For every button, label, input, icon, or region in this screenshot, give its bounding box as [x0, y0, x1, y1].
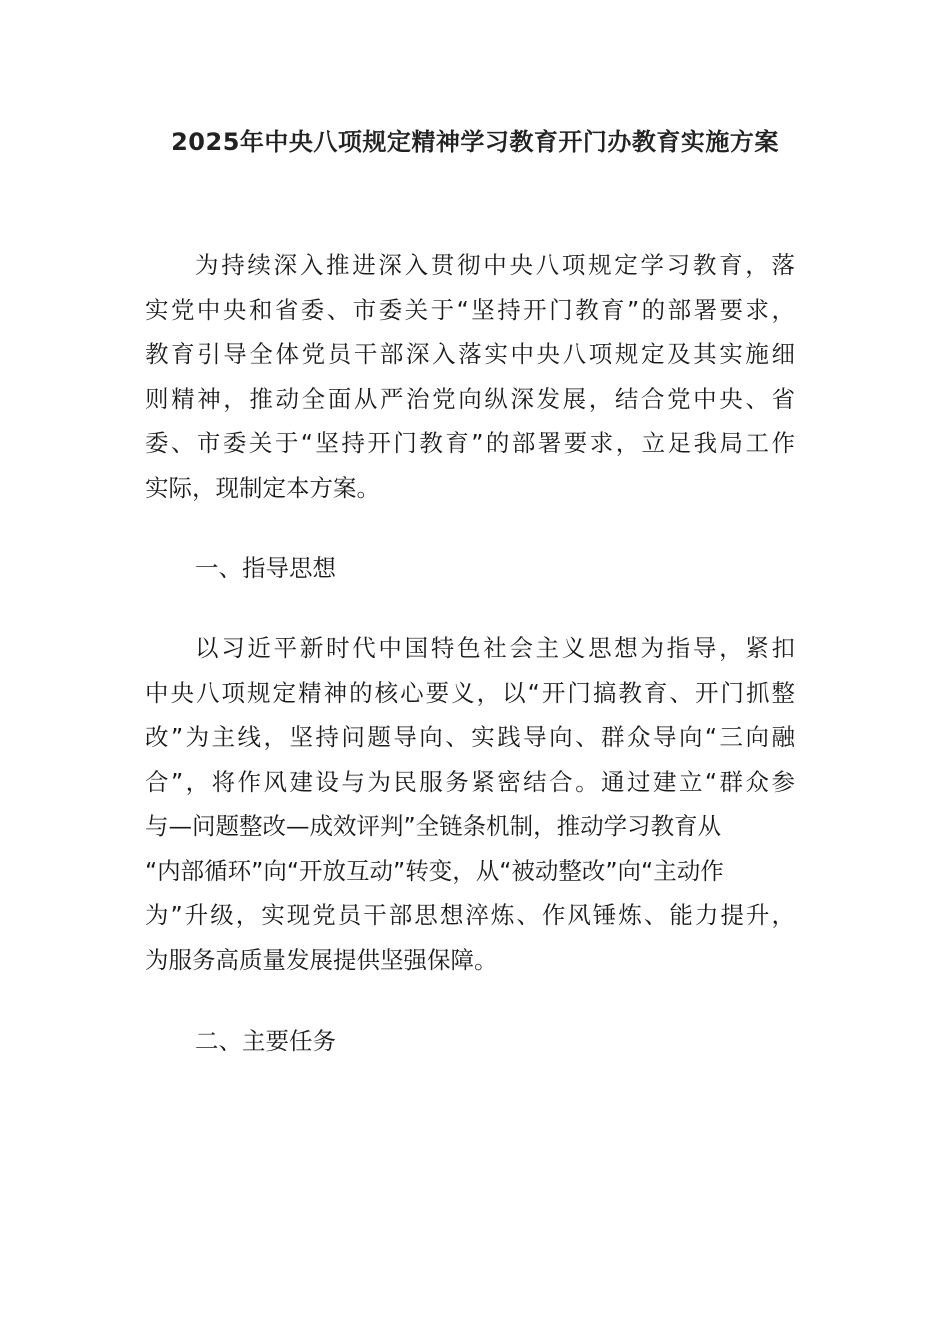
paragraph-line: 为服务高质量发展提供坚强保障。 — [145, 945, 498, 974]
paragraph-line: 合”，将作风建设与为民服务紧密结合。通过建立“群众参 — [145, 767, 795, 796]
document-title: 2025年中央八项规定精神学习教育开门办教育实施方案 — [171, 128, 779, 156]
paragraph-line: 改”为主线，坚持问题导向、实践导向、群众导向“三向融 — [145, 723, 795, 751]
paragraph-line: 为持续深入推进深入贯彻中央八项规定学习教育，落 — [195, 251, 795, 279]
section-heading-guiding-ideology: 一、指导思想 — [195, 554, 336, 582]
section-heading-main-tasks: 二、主要任务 — [195, 1027, 336, 1055]
paragraph-line: 委、市委关于“坚持开门教育”的部署要求，立足我局工作 — [145, 429, 795, 457]
paragraph-line: 中央八项规定精神的核心要义，以“开门搞教育、开门抓整 — [145, 678, 795, 707]
paragraph-line: 以习近平新时代中国特色社会主义思想为指导，紧扣 — [195, 634, 795, 662]
paragraph-line: 与—问题整改—成效评判”全链条机制，推动学习教育从 — [145, 812, 722, 840]
paragraph-line: 教育引导全体党员干部深入落实中央八项规定及其实施细 — [145, 340, 795, 368]
paragraph-line: 则精神，推动全面从严治党向纵深发展，结合党中央、省 — [145, 384, 795, 413]
intro-paragraph — [145, 243, 795, 510]
paragraph-line: 为”升级，实现党员干部思想淬炼、作风锤炼、能力提升， — [145, 901, 795, 929]
paragraph-line: 实际，现制定本方案。 — [145, 473, 380, 502]
guiding-ideology-paragraph — [145, 626, 795, 982]
paragraph-line: 实党中央和省委、市委关于“坚持开门教育”的部署要求， — [145, 295, 795, 324]
paragraph-line: “内部循环”向“开放互动”转变，从“被动整改”向“主动作 — [145, 856, 724, 885]
